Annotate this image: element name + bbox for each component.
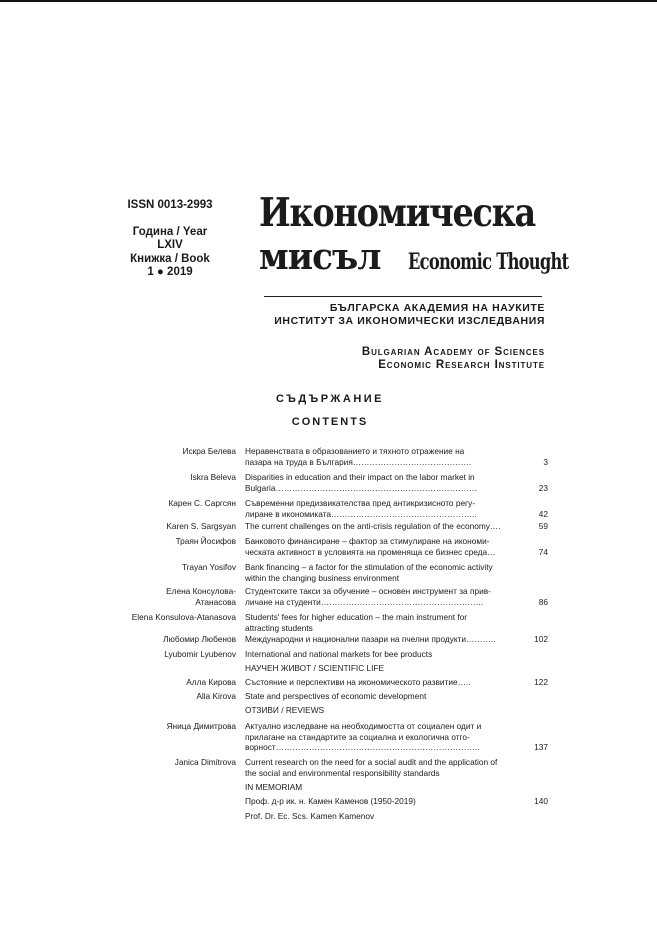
section-reviews: ОТЗИВИ / REVIEWS <box>245 705 325 715</box>
toc-page-number: 23 <box>538 482 548 493</box>
toc-title: Състояние и перспективи на икономическото развитие….. <box>245 677 471 687</box>
institution-bg-line1: БЪЛГАРСКА АКАДЕМИЯ НА НАУКИТЕ <box>329 302 545 314</box>
toc-page-number: 59 <box>538 521 548 531</box>
year-label: Година / Year <box>132 225 208 238</box>
toc-page-number: 137 <box>534 742 548 752</box>
toc-title: Disparities in education and their impact on the labor market in Bulgaria………………………………………………………………. <box>245 472 477 493</box>
journal-title-en: Economic Thought <box>408 249 569 275</box>
toc-title: The current challenges on the anti-crisis regulation of the economy…. <box>245 521 501 531</box>
toc-title: Студентските такси за обучение – основен инструмент за прив- личане на студенти………………………………………………….. <box>245 586 491 607</box>
institution-en-line2: Economic Research Institute <box>378 359 545 371</box>
toc-author: Iskra Beleva <box>190 472 236 482</box>
toc-author: Janica Dimitrova <box>174 757 236 767</box>
toc-author: Alla Kirova <box>196 691 236 701</box>
toc-title: Международни и национални пазари на пчелни продукти……….. <box>245 634 496 644</box>
toc-page-number: 42 <box>538 508 548 519</box>
toc-author: Elena Konsulova-Atanasova <box>131 612 236 622</box>
journal-title-bg: Икономическа <box>259 190 536 236</box>
toc-author: Карен С. Саргсян <box>168 498 236 508</box>
toc-title: State and perspectives of economic development <box>245 691 427 701</box>
journal-title-bg-line2: мисъл <box>259 236 381 278</box>
toc-author: Алла Кирова <box>186 677 236 687</box>
toc-title: Проф. д-р ик. н. Камен Каменов (1950-2019) <box>245 796 416 806</box>
toc-author: Яница Димитрова <box>166 721 236 731</box>
contents-heading-en: CONTENTS <box>291 416 369 428</box>
institution-bg-line2: ИНСТИТУТ ЗА ИКОНОМИЧЕСКИ ИЗСЛЕДВАНИЯ <box>274 315 545 327</box>
toc-author: Траян Йосифов <box>175 536 236 546</box>
book-label: Книжка / Book <box>130 252 210 265</box>
institution-en-line1: Bulgarian Academy of Sciences <box>361 346 545 358</box>
toc-title: International and national markets for bee products <box>245 649 433 659</box>
issue-number: 1 ● 2019 <box>147 266 193 278</box>
toc-page-number: 3 <box>543 456 548 467</box>
toc-page-number: 140 <box>534 796 548 806</box>
toc-author: Любомир Любенов <box>163 634 236 644</box>
toc-author: Trayan Yosifov <box>181 562 236 572</box>
toc-title: Неравенствата в образованието и тяхното отражение на пазара на труда в България……………………………………. <box>245 446 472 467</box>
section-in-memoriam: IN MEMORIAM <box>245 782 303 792</box>
toc-page-number: 86 <box>538 596 548 607</box>
toc-author: Lyubomir Lyubenov <box>164 649 236 659</box>
toc-title: Банковото финансиране – фактор за стимулиране на икономи- ческата активност в условията на променяща се бизнес среда… <box>245 536 496 557</box>
toc-title: Bank financing – a factor for the stimulation of the economic activity within the changing business environment <box>245 562 493 583</box>
contents-heading-bg: СЪДЪРЖАНИЕ <box>275 393 385 405</box>
toc-title: Prof. Dr. Ec. Scs. Kamen Kamenov <box>245 811 375 821</box>
toc-author: Елена Консулова- Атанасова <box>166 586 236 607</box>
toc-title: Актуално изследване на необходимостта от социален одит и прилагане на стандартите за социална и екологична отго- ворност……………………………………………………………….. <box>245 721 482 752</box>
toc-title: Съвременни предизвикателства пред антикризисното регу- лиране в икономиката…………………………………………….. <box>245 498 477 519</box>
toc-page-number: 74 <box>538 546 548 557</box>
volume: LXIV <box>157 239 183 251</box>
toc-page-number: 102 <box>534 634 548 644</box>
toc-title: Students' fees for higher education – the main instrument for attracting students <box>245 612 468 633</box>
toc-author: Искра Белева <box>182 446 236 456</box>
toc-page-number: 122 <box>534 677 548 687</box>
issn: ISSN 0013-2993 <box>127 199 213 211</box>
toc-author: Karen S. Sargsyan <box>166 521 236 531</box>
section-scientific-life: НАУЧЕН ЖИВОТ / SCIENTIFIC LIFE <box>245 663 385 673</box>
toc-title: Current research on the need for a social audit and the application of the social and environmental responsibility standards <box>245 757 498 778</box>
